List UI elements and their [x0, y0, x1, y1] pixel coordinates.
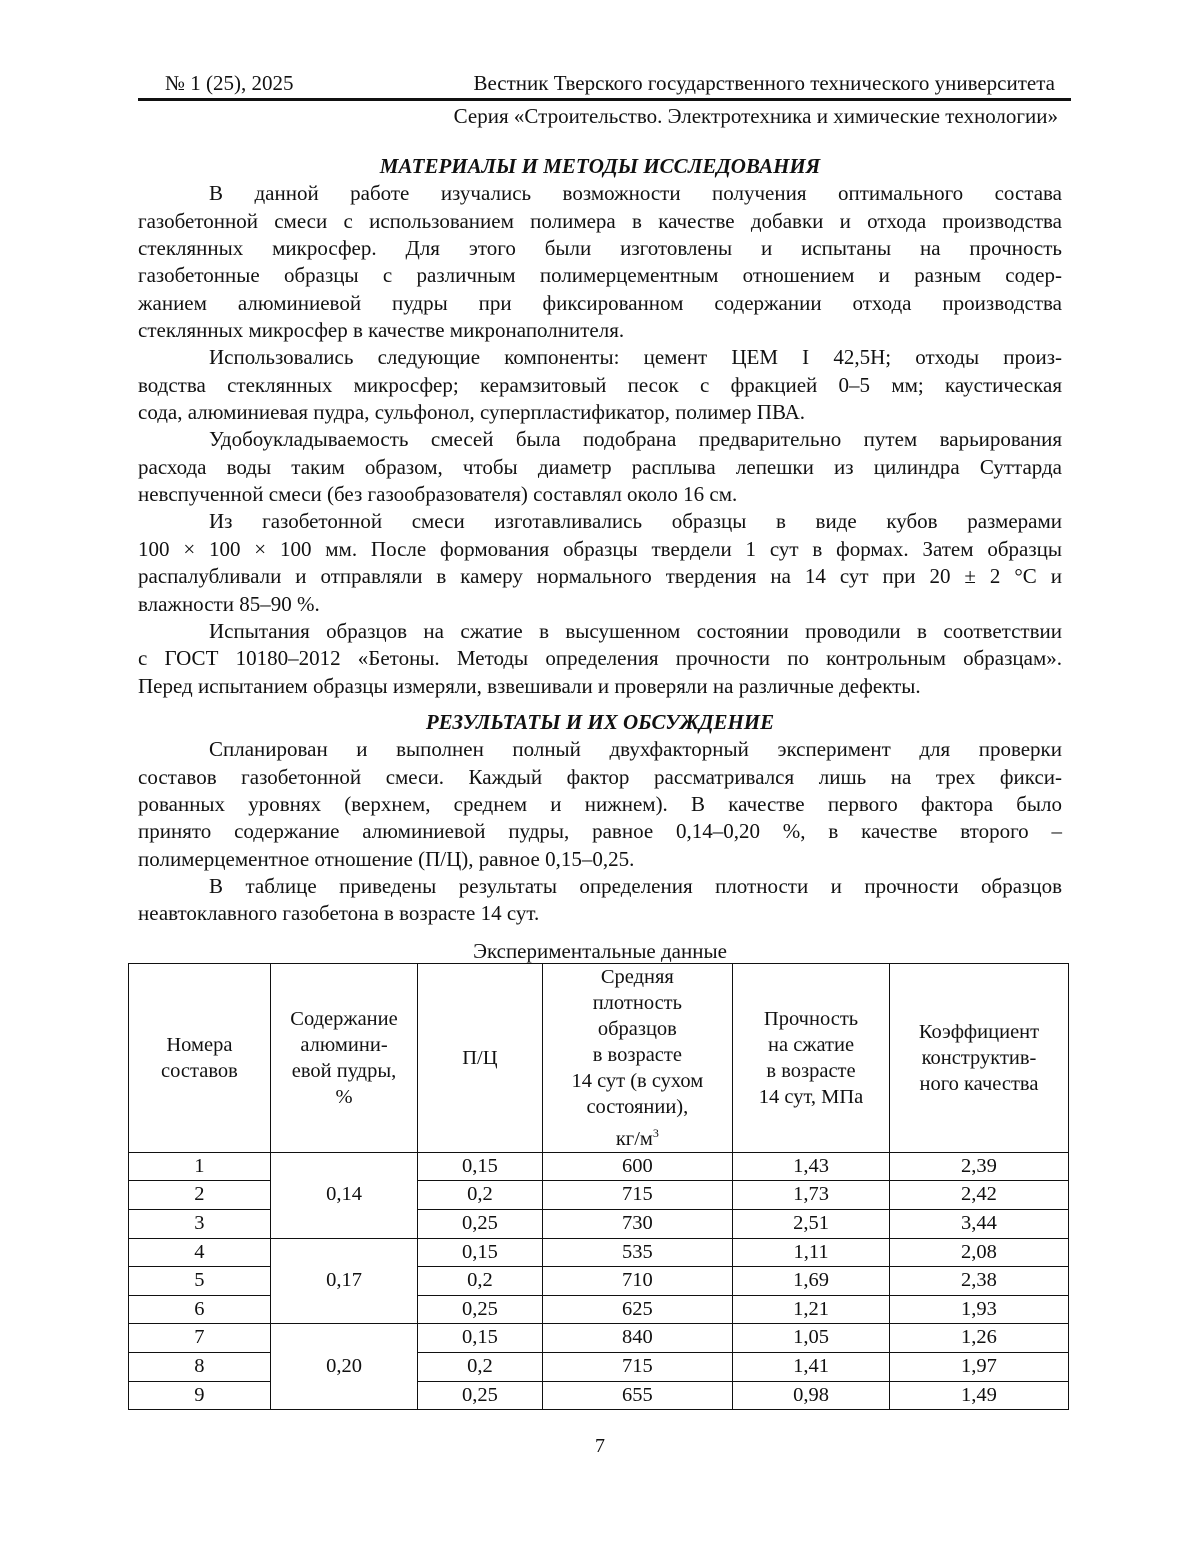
section-results-text [138, 736, 1062, 927]
paragraph [138, 180, 1062, 344]
table-cell: 0,25 [418, 1210, 542, 1239]
text-line: распалубливали и отправляли в камеру нормального твердения на 14 сут при 20 ± 2 °С и [138, 564, 1062, 589]
table-cell: 715 [542, 1352, 732, 1381]
table-cell: 535 [542, 1238, 732, 1267]
table-cell: 3 [129, 1210, 271, 1239]
column-header [270, 964, 417, 1153]
header-line: Содержание [290, 1007, 398, 1030]
table-row [129, 1352, 1069, 1381]
header-line: П/Ц [462, 1046, 498, 1069]
text-line: Использовались следующие компоненты: цемент ЦЕМ I 42,5Н; отходы произ- [209, 345, 1062, 370]
table-cell: 1,43 [733, 1152, 890, 1181]
table-row [129, 1210, 1069, 1239]
table-cell: 0,15 [418, 1324, 542, 1353]
table-cell: 0,2 [418, 1181, 542, 1210]
text-line: принято содержание алюминиевой пудры, равное 0,14–0,20 %, в качестве второго – [138, 819, 1062, 844]
table-cell: 730 [542, 1210, 732, 1239]
text-line: стеклянных микросфер. Для этого были изготовлены и испытаны на прочность [138, 236, 1062, 261]
header-line: Коэффициент [918, 1020, 1040, 1043]
header-line: % [335, 1085, 353, 1108]
section-methods-text [138, 180, 1062, 700]
table-row [129, 1238, 1069, 1267]
table-cell: 0,98 [733, 1381, 890, 1410]
table-cell: 715 [542, 1181, 732, 1210]
table-cell: 1,41 [733, 1352, 890, 1381]
table-cell: 1,93 [889, 1295, 1068, 1324]
text-line: рованных уровнях (верхнем, среднем и нижнем). В качестве первого фактора было [138, 791, 1062, 816]
table-cell: 2,39 [889, 1152, 1068, 1181]
column-header [733, 964, 890, 1153]
text-line: 100 × 100 × 100 мм. После формования образцы твердели 1 сут в формах. Затем образцы [138, 536, 1062, 561]
table-cell: 4 [129, 1238, 271, 1267]
paragraph [138, 736, 1062, 873]
aluminum-content-cell: 0,14 [270, 1152, 417, 1238]
text-line: жанием алюминиевой пудры при фиксированном содержании отхода производства [138, 290, 1062, 315]
table-cell: 2,38 [889, 1267, 1068, 1296]
header-line: на сжатие [768, 1033, 855, 1056]
table-cell: 1,21 [733, 1295, 890, 1324]
header-line: плотность [592, 992, 682, 1014]
paragraph [138, 426, 1062, 508]
paragraph [138, 873, 1062, 928]
header-rule [138, 98, 1071, 101]
table-cell: 1,69 [733, 1267, 890, 1296]
text-line: газобетонные образцы с различным полимерцементным отношением и разным содер- [138, 263, 1062, 288]
table-cell: 2,42 [889, 1181, 1068, 1210]
header-line: ного качества [919, 1072, 1039, 1095]
column-header [418, 964, 542, 1153]
table-cell: 0,25 [418, 1381, 542, 1410]
aluminum-content-cell: 0,20 [270, 1324, 417, 1410]
text-line: Из газобетонной смеси изготавливались образцы в виде кубов размерами [209, 509, 1062, 534]
paragraph [138, 618, 1062, 700]
text-line: Спланирован и выполнен полный двухфакторный эксперимент для проверки [209, 737, 1062, 762]
text-line: невспученной смеси (без газообразователя) составлял около 16 см. [138, 482, 738, 507]
text-line: полимерцементное отношение (П/Ц), равное 0,15–0,25. [138, 846, 635, 871]
header-line: 14 сут (в сухом [571, 1070, 704, 1092]
table-cell: 7 [129, 1324, 271, 1353]
section-heading-methods: МАТЕРИАЛЫ И МЕТОДЫ ИССЛЕДОВАНИЯ [379, 154, 821, 178]
table-row [129, 1295, 1069, 1324]
header-line: 14 сут, МПа [758, 1085, 864, 1108]
table-cell: 1,49 [889, 1381, 1068, 1410]
table-cell: 1,26 [889, 1324, 1068, 1353]
table-cell: 0,2 [418, 1267, 542, 1296]
table-cell: 1 [129, 1152, 271, 1181]
table-row [129, 1324, 1069, 1353]
table-cell: 9 [129, 1381, 271, 1410]
text-line: неавтоклавного газобетона в возрасте 14 сут. [138, 901, 540, 926]
text-line: Удобоукладываемость смесей была подобрана предварительно путем варьирования [209, 427, 1062, 452]
text-line: стеклянных микросфер в качестве микронаполнителя. [138, 318, 625, 343]
table-cell: 0,2 [418, 1352, 542, 1381]
column-header [129, 964, 271, 1153]
table-cell: 8 [129, 1352, 271, 1381]
table-cell: 2,08 [889, 1238, 1068, 1267]
header-line: Прочность [763, 1007, 859, 1030]
table-row [129, 1181, 1069, 1210]
table-cell: 625 [542, 1295, 732, 1324]
unit-superscript: 3 [652, 1126, 659, 1140]
table-caption: Экспериментальные данные [473, 938, 727, 963]
text-line: Перед испытанием образцы измеряли, взвешивали и проверяли на различные дефекты. [138, 673, 921, 698]
text-line: влажности 85–90 %. [138, 591, 320, 616]
header-line: в возрасте [592, 1044, 682, 1066]
aluminum-content-cell: 0,17 [270, 1238, 417, 1324]
journal-title: Вестник Тверского государственного технического университета [473, 71, 1055, 95]
header-line: составов [161, 1059, 238, 1082]
header-line: Средняя [600, 966, 674, 988]
table-cell: 1,73 [733, 1181, 890, 1210]
table-cell: 840 [542, 1324, 732, 1353]
article-body [138, 153, 1062, 965]
header-line: Номера [166, 1033, 233, 1056]
experimental-data-table [128, 963, 1069, 1410]
running-header [165, 70, 1055, 97]
paragraph [138, 344, 1062, 426]
table-row [129, 1381, 1069, 1410]
text-line: Испытания образцов на сжатие в высушенном состоянии проводили в соответствии [209, 618, 1062, 643]
paragraph [138, 508, 1062, 617]
issue-number: № 1 (25), 2025 [165, 71, 294, 95]
column-header [889, 964, 1068, 1153]
header-line: состоянии), [586, 1096, 689, 1118]
table-cell: 1,11 [733, 1238, 890, 1267]
text-line: водства стеклянных микросфер; керамзитовый песок с фракцией 0–5 мм; каустическая [138, 372, 1062, 397]
text-line: расхода воды таким образом, чтобы диаметр расплыва лепешки из цилиндра Суттарда [138, 454, 1062, 479]
text-line: составов газобетонной смеси. Каждый фактор рассматривался лишь на трех фикси- [138, 764, 1062, 789]
table-cell: 6 [129, 1295, 271, 1324]
text-line: сода, алюминиевая пудра, сульфонол, суперпластификатор, полимер ПВА. [138, 400, 806, 425]
text-line: В таблице приведены результаты определения плотности и прочности образцов [209, 873, 1062, 898]
table-cell: 710 [542, 1267, 732, 1296]
header-line: кг/м [615, 1127, 653, 1150]
table-cell: 2,51 [733, 1210, 890, 1239]
table-cell: 0,15 [418, 1238, 542, 1267]
table-cell: 0,15 [418, 1152, 542, 1181]
page-number: 7 [595, 1435, 605, 1457]
table-row [129, 1152, 1069, 1181]
table-cell: 0,25 [418, 1295, 542, 1324]
section-heading-results: РЕЗУЛЬТАТЫ И ИХ ОБСУЖДЕНИЕ [425, 709, 775, 734]
text-line: с ГОСТ 10180–2012 «Бетоны. Методы определения прочности по контрольным образцам». [138, 646, 1062, 671]
table-cell: 1,97 [889, 1352, 1068, 1381]
table-row [129, 1267, 1069, 1296]
table-cell: 1,05 [733, 1324, 890, 1353]
header-line: конструктив- [921, 1046, 1037, 1069]
header-line: алюмини- [300, 1033, 388, 1056]
table-cell: 600 [542, 1152, 732, 1181]
text-line: газобетонной смеси с использованием полимера в качестве добавки и отхода производства [138, 208, 1062, 233]
header-line: в возрасте [766, 1059, 856, 1082]
text-line: В данной работе изучались возможности получения оптимального состава [209, 181, 1062, 206]
header-line: образцов [597, 1018, 677, 1040]
table-cell: 655 [542, 1381, 732, 1410]
header-line: евой пудры, [291, 1059, 397, 1082]
series-title: Серия «Строительство. Электротехника и химические технологии» [453, 104, 1058, 128]
table-cell: 2 [129, 1181, 271, 1210]
column-header [542, 964, 732, 1153]
table-cell: 3,44 [889, 1210, 1068, 1239]
table-cell: 5 [129, 1267, 271, 1296]
table-header-row [129, 964, 1069, 1153]
